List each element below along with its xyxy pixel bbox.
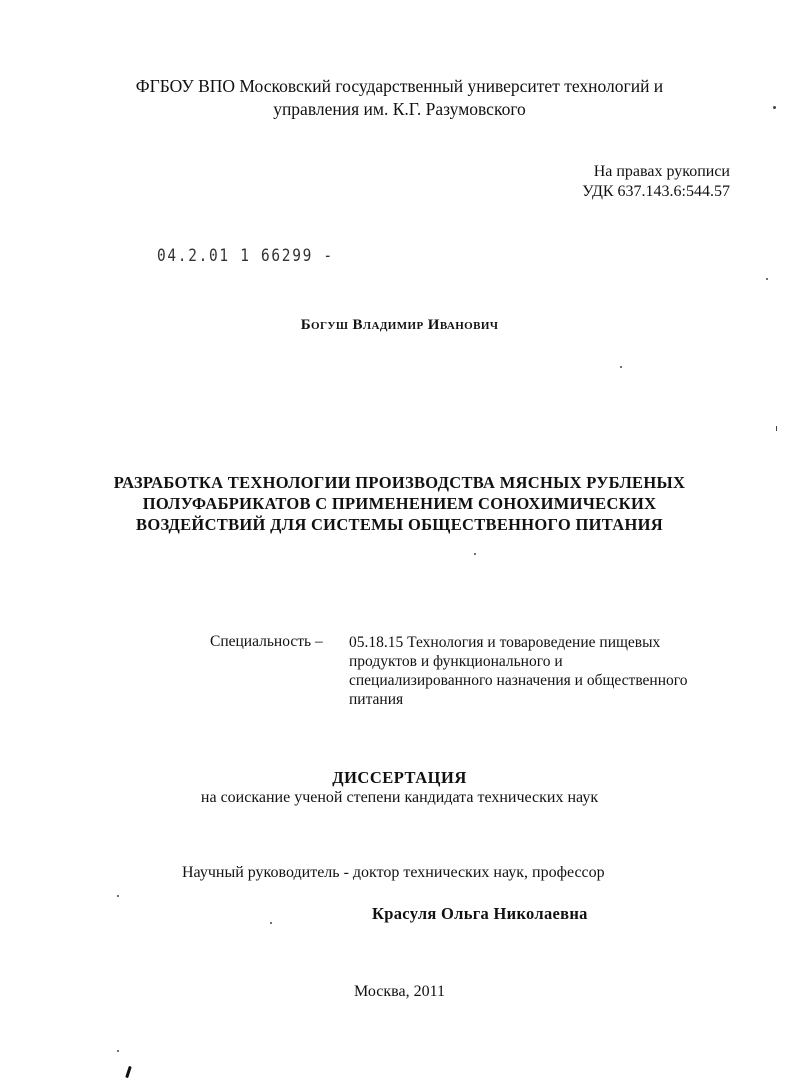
specialty-line-3: специализированного назначения и общественного (349, 672, 688, 689)
thesis-title-line-2: ПОЛУФАБРИКАТОВ С ПРИМЕНЕНИЕМ СОНОХИМИЧЕСКИХ (142, 494, 657, 513)
scan-speck (270, 922, 272, 924)
city-year: Москва, 2011 (354, 983, 445, 1000)
supervisor-label: Научный руководитель - доктор технических наук, профессор (182, 864, 605, 881)
institution-header (0, 75, 799, 121)
specialty-line-4: питания (349, 691, 404, 708)
thesis-title-line-1: РАЗРАБОТКА ТЕХНОЛОГИИ ПРОИЗВОДСТВА МЯСНЫХ РУБЛЕНЫХ (113, 473, 686, 492)
thesis-title (0, 472, 799, 535)
registration-stamp: 04.2.01 1 66299 - (157, 246, 334, 266)
scan-speck (117, 895, 119, 897)
scan-speck (125, 1066, 132, 1078)
scan-speck (620, 366, 622, 368)
dissertation-heading: ДИССЕРТАЦИЯ (332, 768, 467, 787)
udc-code: УДК 637.143.6:544.57 (582, 183, 730, 200)
scan-speck (773, 106, 776, 109)
degree-line: на соискание ученой степени кандидата технических наук (200, 789, 599, 806)
supervisor-name: Красуля Ольга Николаевна (372, 904, 588, 923)
thesis-title-line-3: ВОЗДЕЙСТВИЙ ДЛЯ СИСТЕМЫ ОБЩЕСТВЕННОГО ПИТАНИЯ (136, 515, 663, 534)
institution-line-1: ФГБОУ ВПО Московский государственный университет технологий и (135, 76, 664, 96)
scan-speck (776, 426, 777, 431)
scan-speck (117, 1050, 119, 1052)
specialty-label: Специальность – (210, 633, 323, 650)
specialty-line-2: продуктов и функционального и (349, 653, 563, 670)
specialty-description (349, 633, 749, 709)
scan-speck (766, 278, 768, 280)
specialty-line-1: 05.18.15 Технология и товароведение пищевых (349, 634, 661, 651)
author-name: Богуш Владимир Иванович (300, 317, 499, 333)
manuscript-rights: На правах рукописи (593, 163, 730, 180)
manuscript-rights-block (582, 162, 730, 202)
scan-speck (474, 553, 476, 555)
institution-line-2: управления им. К.Г. Разумовского (273, 99, 526, 119)
